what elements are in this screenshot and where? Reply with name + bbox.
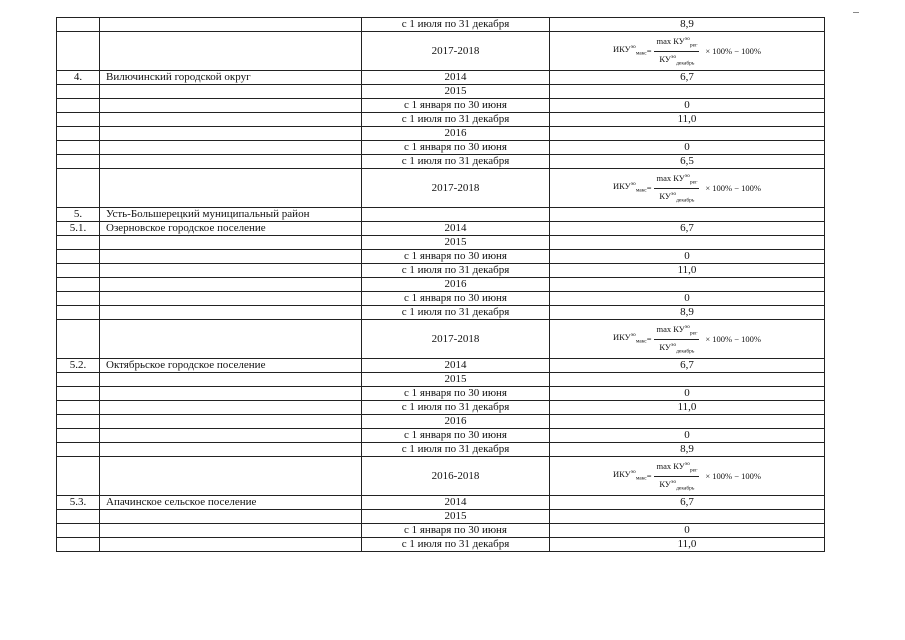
period-cell: 2015 — [362, 85, 550, 99]
municipality-name-cell — [100, 387, 362, 401]
row-number-cell: 5.3. — [57, 496, 100, 510]
value-cell — [550, 208, 825, 222]
period-cell: с 1 июля по 31 декабря — [362, 443, 550, 457]
row-number-cell: 4. — [57, 71, 100, 85]
period-cell: 2017-2018 — [362, 320, 550, 359]
formula-numerator: $\max КУ^{эо}_{рег}$ — [654, 322, 699, 340]
period-cell: с 1 января по 30 июня — [362, 141, 550, 155]
row-number-cell — [57, 457, 100, 496]
value-cell: 6,7 — [550, 496, 825, 510]
row-number-cell — [57, 236, 100, 250]
formula-tail: × 100% − 100% — [705, 333, 761, 344]
formula-denominator: $КУ^{эо}_{декабрь}$ — [659, 190, 695, 204]
corner-mark — [853, 12, 859, 13]
municipality-name-cell: Октябрьское городское поселение — [100, 359, 362, 373]
row-number-cell — [57, 169, 100, 208]
municipality-name-cell: Вилючинский городской округ — [100, 71, 362, 85]
value-cell — [550, 510, 825, 524]
formula-lhs: $ИКУ^{эо}_{макс}$ — [613, 332, 647, 345]
municipality-name-cell: Апачинское сельское поселение — [100, 496, 362, 510]
row-number-cell — [57, 401, 100, 415]
value-cell: 8,9 — [550, 443, 825, 457]
period-cell: с 1 июля по 31 декабря — [362, 538, 550, 552]
formula-lhs: $ИКУ^{эо}_{макс}$ — [613, 44, 647, 57]
period-cell: с 1 июля по 31 декабря — [362, 401, 550, 415]
municipality-name-cell — [100, 373, 362, 387]
row-number-cell — [57, 524, 100, 538]
period-cell: с 1 января по 30 июня — [362, 99, 550, 113]
municipality-name-cell — [100, 306, 362, 320]
formula-row — [57, 169, 825, 208]
table-row — [57, 373, 825, 387]
period-cell: с 1 января по 30 июня — [362, 429, 550, 443]
period-cell: с 1 июля по 31 декабря — [362, 155, 550, 169]
municipality-name-cell — [100, 32, 362, 71]
municipality-name-cell — [100, 18, 362, 32]
value-cell: 0 — [550, 250, 825, 264]
municipality-name-cell — [100, 443, 362, 457]
period-cell: 2015 — [362, 236, 550, 250]
value-cell: 11,0 — [550, 401, 825, 415]
row-number-cell: 5. — [57, 208, 100, 222]
value-cell: 11,0 — [550, 264, 825, 278]
table-row — [57, 443, 825, 457]
row-number-cell — [57, 538, 100, 552]
formula-row — [57, 457, 825, 496]
period-cell: 2016-2018 — [362, 457, 550, 496]
row-number-cell — [57, 387, 100, 401]
formula-tail: × 100% − 100% — [705, 470, 761, 481]
value-cell: 0 — [550, 387, 825, 401]
municipality-name-cell — [100, 292, 362, 306]
table-row — [57, 306, 825, 320]
value-cell: 11,0 — [550, 113, 825, 127]
formula-tail: × 100% − 100% — [705, 45, 761, 56]
municipality-name-cell — [100, 141, 362, 155]
value-cell: 0 — [550, 292, 825, 306]
period-cell: 2014 — [362, 496, 550, 510]
tariff-table-body — [57, 18, 825, 552]
value-cell: 0 — [550, 524, 825, 538]
value-cell — [550, 127, 825, 141]
formula-denominator: $КУ^{эо}_{декабрь}$ — [659, 53, 695, 67]
formula-equals: = — [646, 45, 652, 56]
formula-cell — [550, 32, 825, 71]
municipality-name-cell — [100, 169, 362, 208]
value-cell — [550, 415, 825, 429]
municipality-name-cell — [100, 155, 362, 169]
period-cell: 2017-2018 — [362, 32, 550, 71]
value-cell — [550, 236, 825, 250]
municipality-name-cell — [100, 429, 362, 443]
table-row — [57, 401, 825, 415]
row-number-cell — [57, 250, 100, 264]
row-number-cell — [57, 320, 100, 359]
period-cell: с 1 июля по 31 декабря — [362, 306, 550, 320]
value-cell — [550, 278, 825, 292]
row-number-cell — [57, 510, 100, 524]
row-number-cell — [57, 85, 100, 99]
row-number-cell — [57, 278, 100, 292]
index-formula — [613, 171, 761, 205]
municipality-name-cell — [100, 510, 362, 524]
value-cell: 11,0 — [550, 538, 825, 552]
table-row — [57, 359, 825, 373]
table-row — [57, 208, 825, 222]
row-number-cell — [57, 443, 100, 457]
period-cell — [362, 208, 550, 222]
period-cell: 2016 — [362, 415, 550, 429]
row-number-cell — [57, 18, 100, 32]
period-cell: с 1 июля по 31 декабря — [362, 18, 550, 32]
formula-lhs: $ИКУ^{эо}_{макс}$ — [613, 469, 647, 482]
municipality-name-cell — [100, 401, 362, 415]
row-number-cell — [57, 429, 100, 443]
formula-fraction — [654, 459, 699, 493]
index-formula — [613, 459, 761, 493]
formula-row — [57, 320, 825, 359]
period-cell: 2014 — [362, 222, 550, 236]
formula-equals: = — [646, 470, 652, 481]
value-cell — [550, 85, 825, 99]
formula-fraction — [654, 322, 699, 356]
table-row — [57, 524, 825, 538]
period-cell: с 1 января по 30 июня — [362, 250, 550, 264]
value-cell: 0 — [550, 429, 825, 443]
index-formula — [613, 34, 761, 68]
formula-tail: × 100% − 100% — [705, 182, 761, 193]
period-cell: 2017-2018 — [362, 169, 550, 208]
table-row — [57, 538, 825, 552]
tariff-table — [56, 17, 825, 552]
value-cell — [550, 373, 825, 387]
table-row — [57, 264, 825, 278]
value-cell: 8,9 — [550, 18, 825, 32]
formula-equals: = — [646, 182, 652, 193]
period-cell: 2016 — [362, 278, 550, 292]
table-row — [57, 127, 825, 141]
period-cell: 2016 — [362, 127, 550, 141]
value-cell: 6,7 — [550, 359, 825, 373]
table-row — [57, 496, 825, 510]
index-formula — [613, 322, 761, 356]
formula-denominator: $КУ^{эо}_{декабрь}$ — [659, 341, 695, 355]
period-cell: 2015 — [362, 510, 550, 524]
municipality-name-cell: Усть-Большерецкий муниципальный район — [100, 208, 362, 222]
municipality-name-cell — [100, 538, 362, 552]
formula-numerator: $\max КУ^{эо}_{рег}$ — [654, 34, 699, 52]
municipality-name-cell — [100, 113, 362, 127]
row-number-cell — [57, 99, 100, 113]
formula-fraction — [654, 171, 699, 205]
formula-lhs: $ИКУ^{эо}_{макс}$ — [613, 181, 647, 194]
row-number-cell — [57, 292, 100, 306]
period-cell: 2015 — [362, 373, 550, 387]
table-row — [57, 250, 825, 264]
formula-fraction — [654, 34, 699, 68]
table-row — [57, 222, 825, 236]
municipality-name-cell — [100, 85, 362, 99]
table-row — [57, 85, 825, 99]
period-cell: с 1 января по 30 июня — [362, 524, 550, 538]
municipality-name-cell — [100, 250, 362, 264]
row-number-cell — [57, 113, 100, 127]
municipality-name-cell: Озерновское городское поселение — [100, 222, 362, 236]
table-row — [57, 278, 825, 292]
row-number-cell — [57, 32, 100, 71]
municipality-name-cell — [100, 524, 362, 538]
period-cell: с 1 января по 30 июня — [362, 387, 550, 401]
table-row — [57, 236, 825, 250]
row-number-cell — [57, 127, 100, 141]
municipality-name-cell — [100, 278, 362, 292]
table-row — [57, 415, 825, 429]
row-number-cell — [57, 141, 100, 155]
municipality-name-cell — [100, 264, 362, 278]
table-row — [57, 292, 825, 306]
value-cell: 0 — [550, 141, 825, 155]
row-number-cell — [57, 415, 100, 429]
period-cell: с 1 января по 30 июня — [362, 292, 550, 306]
period-cell: 2014 — [362, 359, 550, 373]
table-row — [57, 99, 825, 113]
municipality-name-cell — [100, 415, 362, 429]
municipality-name-cell — [100, 127, 362, 141]
municipality-name-cell — [100, 457, 362, 496]
table-row — [57, 510, 825, 524]
municipality-name-cell — [100, 236, 362, 250]
municipality-name-cell — [100, 320, 362, 359]
value-cell: 8,9 — [550, 306, 825, 320]
period-cell: с 1 июля по 31 декабря — [362, 113, 550, 127]
formula-equals: = — [646, 333, 652, 344]
table-row — [57, 18, 825, 32]
table-row — [57, 387, 825, 401]
formula-cell — [550, 320, 825, 359]
municipality-name-cell — [100, 99, 362, 113]
value-cell: 6,7 — [550, 71, 825, 85]
table-row — [57, 141, 825, 155]
value-cell: 6,5 — [550, 155, 825, 169]
formula-denominator: $КУ^{эо}_{декабрь}$ — [659, 478, 695, 492]
period-cell: с 1 июля по 31 декабря — [362, 264, 550, 278]
table-row — [57, 71, 825, 85]
row-number-cell: 5.1. — [57, 222, 100, 236]
formula-row — [57, 32, 825, 71]
table-row — [57, 113, 825, 127]
value-cell: 6,7 — [550, 222, 825, 236]
formula-numerator: $\max КУ^{эо}_{рег}$ — [654, 459, 699, 477]
table-row — [57, 155, 825, 169]
row-number-cell — [57, 155, 100, 169]
period-cell: 2014 — [362, 71, 550, 85]
row-number-cell — [57, 373, 100, 387]
table-row — [57, 429, 825, 443]
formula-cell — [550, 457, 825, 496]
row-number-cell — [57, 306, 100, 320]
formula-numerator: $\max КУ^{эо}_{рег}$ — [654, 171, 699, 189]
value-cell: 0 — [550, 99, 825, 113]
row-number-cell: 5.2. — [57, 359, 100, 373]
row-number-cell — [57, 264, 100, 278]
formula-cell — [550, 169, 825, 208]
